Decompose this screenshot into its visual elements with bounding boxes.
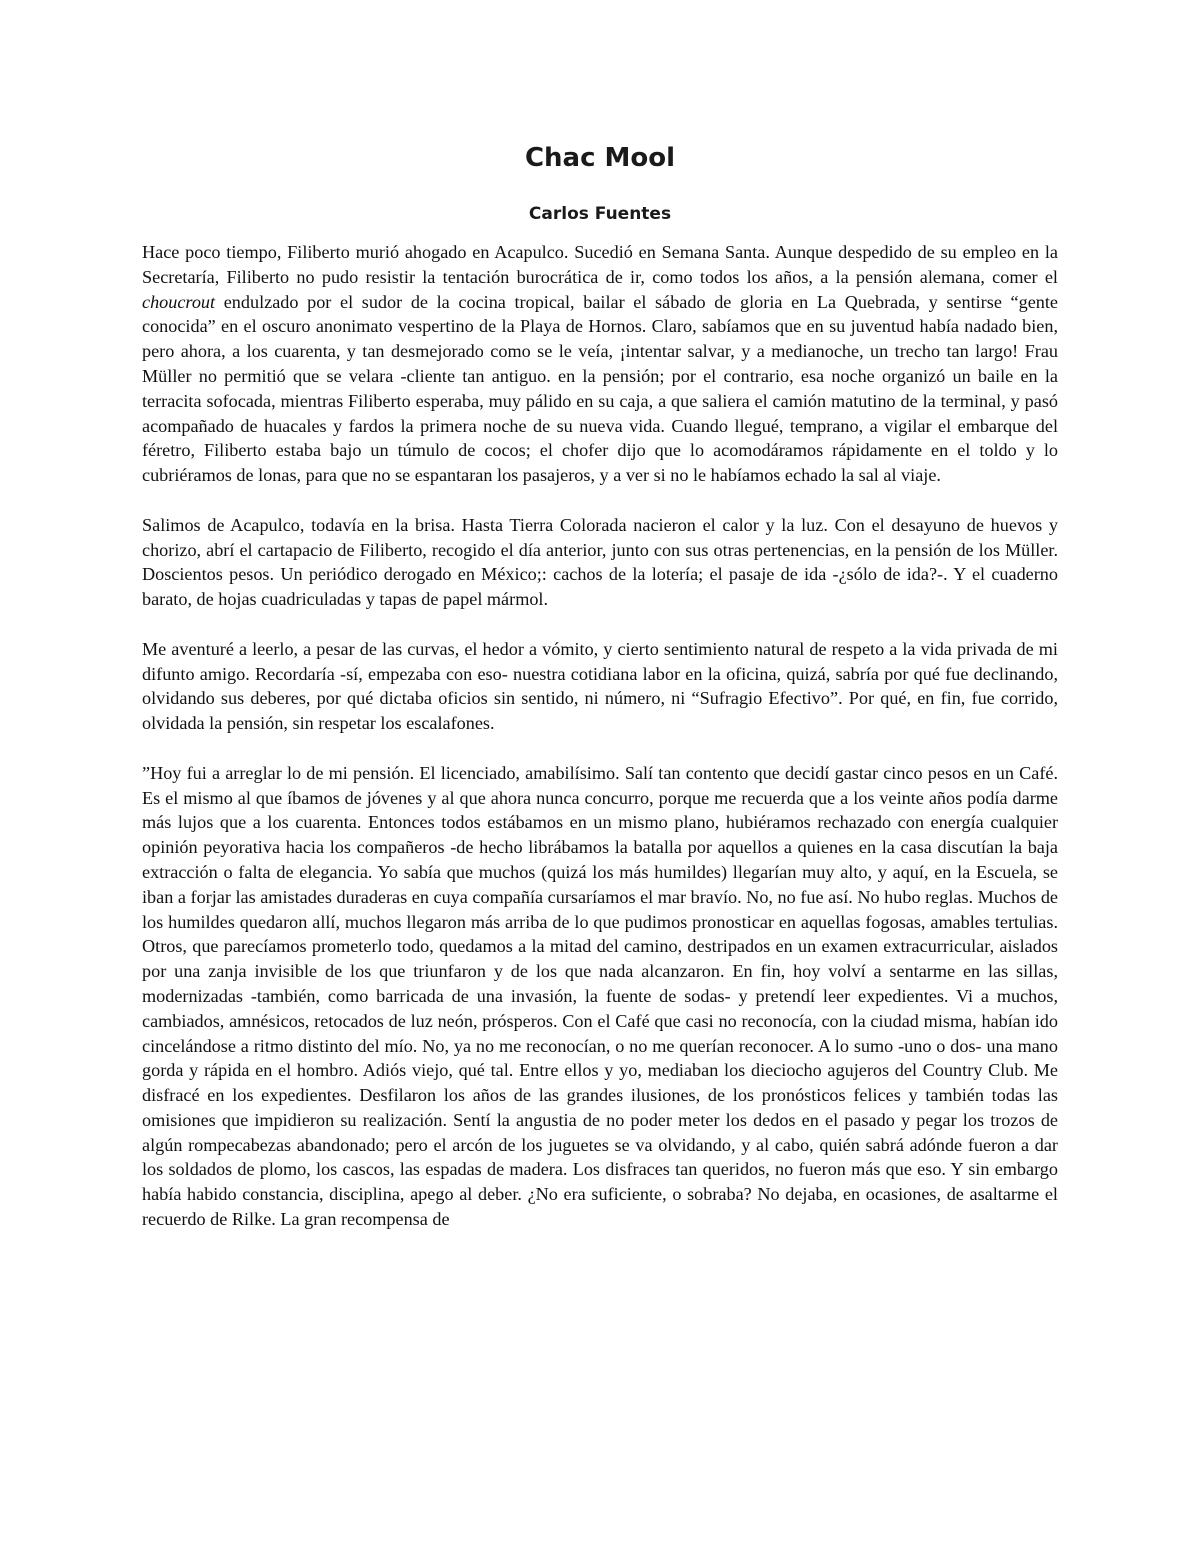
paragraph-4: ”Hoy fui a arreglar lo de mi pensión. El licenciado, amabilísimo. Salí tan contento que decidí gastar cinco pesos en un Café. Es el mismo al que íbamos de jóvenes y al que ahora nunca concurro, porque me recuerda que a los veinte años podía darme más lujos que a los cuarenta. Entonces todos estábamos en un mismo plano, hubiéramos rechazado con energía cualquier opinión peyorativa hacia los compañeros -de hecho librábamos la batalla por aquellos a quienes en la casa discutían la baja extracción o falta de elegancia. Yo sabía que muchos (quizá los más humildes) llegarían muy alto, y aquí, en la Escuela, se iban a forjar las amistades duraderas en cuya compañía cursaríamos el mar bravío. No, no fue así. No hubo reglas. Muchos de los humildes quedaron allí, muchos llegaron más arriba de lo que pudimos pronosticar en aquellas fogosas, amables tertulias. Otros, que parecíamos prometerlo todo, quedamos a la mitad del camino, destripados en un examen extracurricular, aislados por una zanja invisible de los que triunfaron y de los que nada alcanzaron. En fin, hoy volví a sentarme en las sillas, modernizadas -también, como barricada de una invasión, la fuente de sodas- y pretendí leer expedientes. Vi a muchos, cambiados, amnésicos, retocados de luz neón, prósperos. Con el Café que casi no reconocía, con la ciudad misma, habían ido cincelándose a ritmo distinto del mío. No, ya no me reconocían, o no me querían reconocer. A lo sumo -uno o dos- una mano gorda y rápida en el hombro. Adiós viejo, qué tal. Entre ellos y yo, mediaban los dieciocho agujeros del Country Club. Me disfracé en los expedientes. Desfilaron los años de las grandes ilusiones, de los pronósticos felices y también todas las omisiones que impidieron su realización. Sentí la angustia de no poder meter los dedos en el pasado y pegar los trozos de algún rompecabezas abandonado; pero el arcón de los juguetes se va olvidando, y al cabo, quién sabrá adónde fueron a dar los soldados de plomo, los cascos, las espadas de madera. Los disfraces tan queridos, no fueron más que eso. Y sin embargo había habido constancia, disciplina, apego al deber. ¿No era suficiente, o sobraba? No dejaba, en ocasiones, de asaltarme el recuerdo de Rilke. La gran recompensa de xyxy=(142,762,1058,1230)
paragraph-1 xyxy=(142,240,1058,488)
paragraph-1-after: endulzado por el sudor de la cocina tropical, bailar el sábado de gloria en La Quebrada, y sentirse “gente conocida” en el oscuro anonimato vespertino de la Playa de Hornos. Claro, sabíamos que en su juventud había nadado bien, pero ahora, a los cuarenta, y tan desmejorado como se le veía, ¡intentar salvar, y a medianoche, un trecho tan largo! Frau Müller no permitió que se velara -cliente tan antiguo. en la pensión; por el contrario, esa noche organizó un baile en la terracita sofocada, mientras Filiberto esperaba, muy pálido en su caja, a que saliera el camión matutino de la terminal, y pasó acompañado de huacales y fardos la primera noche de su nueva vida. Cuando llegué, temprano, a vigilar el embarque del féretro, Filiberto estaba bajo un túmulo de cocos; el chofer dijo que lo acomodáramos rápidamente en el toldo y lo cubriéramos de lonas, para que no se espantaran los pasajeros, y a ver si no le habíamos echado la sal al viaje. xyxy=(142,291,1058,486)
paragraph-2: Salimos de Acapulco, todavía en la brisa. Hasta Tierra Colorada nacieron el calor y la luz. Con el desayuno de huevos y chorizo, abrí el cartapacio de Filiberto, recogido el día anterior, junto con sus otras pertenencias, en la pensión de los Müller. Doscientos pesos. Un periódico derogado en México;: cachos de la lotería; el pasaje de ida -¿sólo de ida?-. Y el cuaderno barato, de hojas cuadriculadas y tapas de papel mármol. xyxy=(142,514,1058,610)
document-author: Carlos Fuentes xyxy=(528,204,672,224)
italic-word-choucrout: choucrout xyxy=(142,291,216,312)
paragraph-3: Me aventuré a leerlo, a pesar de las curvas, el hedor a vómito, y cierto sentimiento natural de respeto a la vida privada de mi difunto amigo. Recordaría -sí, empezaba con eso- nuestra cotidiana labor en la oficina, quizá, sabría por qué fue declinando, olvidando sus deberes, por qué dictaba oficios sin sentido, ni número, ni “Sufragio Efectivo”. Por qué, en fin, fue corrido, olvidada la pensión, sin respetar los escalafones. xyxy=(142,638,1058,734)
paragraph-1-before: Hace poco tiempo, Filiberto murió ahogado en Acapulco. Sucedió en Semana Santa. Aunque despedido de su empleo en la Secretaría, Filiberto no pudo resistir la tentación burocrática de ir, como todos los años, a la pensión alemana, comer el xyxy=(142,242,1058,287)
document-title: Chac Mool xyxy=(524,143,676,173)
document-page xyxy=(142,140,1058,1257)
